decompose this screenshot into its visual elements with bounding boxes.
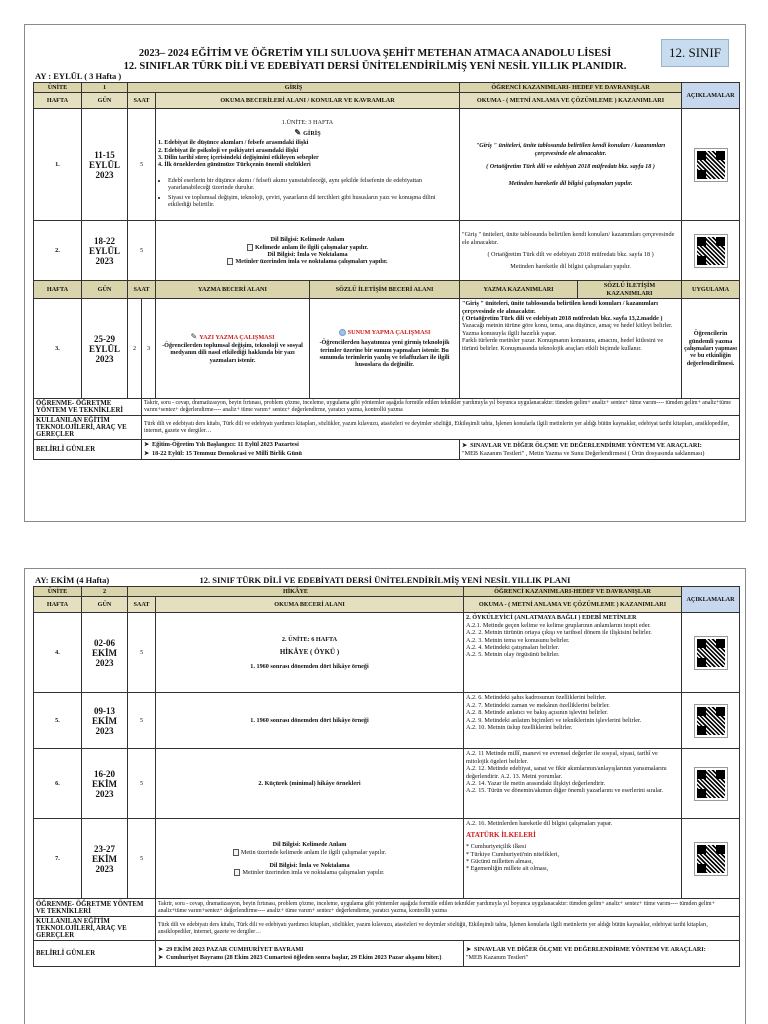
class-badge: 12. SINIF (661, 39, 729, 67)
kazanim-content: A.2. 16. Metinlerden hareketle dil bilgisi çalışmaları yapar. ATATÜRK İLKELERİ * Cumhuriyetçilik ilkesi * Türkiye Cumhuriyeti'nin nitelikleri, * Gücünü milletten alması, * Egemenliğin millete ait olması, (464, 819, 682, 899)
col-uygulama: UYGULAMA (682, 281, 740, 299)
arrow-icon: ➤ (158, 946, 164, 953)
arrow-icon: ➤ (462, 442, 468, 449)
aciklama-cell (682, 613, 740, 693)
table-row (34, 109, 740, 221)
unite-name: HİKÂYE (128, 587, 464, 597)
arac-text: Türk dili ve edebiyatı ders kitabı, Türk dili ve edebiyatı yardımcı kitapları, sözlükler, yazım kılavuzu, atasözleri ve deyimler sözlüğü, Etkileşimli tahta, İşlenen konularla ilgili metinlerin yer aldığı bütün kaynaklar, edebiyat tarihi kitapları, ansiklopediler, internet, gazete ve dergiler… (156, 917, 740, 941)
table-row (34, 749, 740, 819)
globe-icon (339, 329, 346, 336)
document-icon (227, 258, 233, 265)
sinav-cell: ➤ SINAVLAR VE DİĞER ÖLÇME VE DEĞERLENDİRME YÖNTEM VE ARAÇLARI: "MEB Kazanım Testleri" (464, 941, 740, 967)
title-line-1: 2023– 2024 EĞİTİM VE ÖĞRETİM YILI SULUOVA ŞEHİT METEHAN ATMACA ANADOLU LİSESİ (138, 48, 612, 59)
month-label: AY : EYLÜL ( 3 Hafta ) (35, 71, 122, 81)
document-icon (234, 869, 240, 876)
week-number: 5. (34, 693, 82, 749)
week-date: 09-13 EKİM 2023 (82, 693, 128, 749)
week-date: 11-15 EYLÜL 2023 (82, 109, 128, 221)
qr-code-icon[interactable] (695, 768, 727, 800)
yazma-sozlu-kazanim: "Giriş " üniteleri, ünite tablosunda belirtilen kendi konuları / kazanımları çerçevesinde ele alınacaktır. ( Ortaöğretim Türk dili ve edebiyatı 2018 müfredatı bkz. sayfa 13,2.madde ) Yazacağı metnin türüne göre konu, tema, ana düşünce, amaç ve hedef kitleyi belirler. Yazma konusuyla ilgili hazırlık yapar. Farklı türlerde metinler yazar. Konuşmanın konusunu, amacını, hedef kitlesini ve türünü belirler. Konuşmasında teknolojik araçları etkili biçimde kullanır. (460, 299, 682, 399)
page-header (25, 25, 745, 72)
aciklama-cell (682, 221, 740, 281)
kazanim-content: "Giriş " üniteleri, ünite tablosunda belirtilen kendi konuları / kazanımları çerçevesinde ele alınacaktır. ( Ortaöğretim Türk dili ve edebiyatı 2018 müfredatı bkz. sayfa 18 ) Metinden hareketle dil bilgisi çalışmaları yapılır. (460, 109, 682, 221)
kazanim-content: "Giriş " üniteleri, ünite tablosunda belirtilen kendi konuları/ kazanımları çerçevesinde ele alınacaktır. ( Ortaöğretim Türk dili ve edebiyatı 2018 müfredatı bkz. sayfa 18 ) Metinden hareketle dil bilgisi çalışmaları yapılır. (460, 221, 682, 281)
qr-code-icon[interactable] (695, 149, 727, 181)
week-number: 6. (34, 749, 82, 819)
col-okuma-alan: OKUMA BECERİ ALANI (156, 597, 464, 613)
week-number: 4. (34, 613, 82, 693)
yazma-content: ✎ YAZI YAZMA ÇALIŞMASI -Öğrencilerden toplumsal değişim, teknoloji ve sosyal medyanın dili nasıl etkilediği hakkında bir yazı yazmaları istenir. (156, 299, 310, 399)
unite-label: ÜNİTE (34, 587, 82, 597)
unite-label: ÜNİTE (34, 83, 82, 93)
month-label: AY: EKİM (4 Hafta) (35, 575, 110, 585)
qr-code-icon[interactable] (695, 705, 727, 737)
pen-icon: ✎ (190, 332, 198, 342)
okuma-content: 2. ÜNİTE: 6 HAFTA HİKÂYE ( ÖYKÜ ) 1. 1960 sonrası dönemden dört hikâye örneği (156, 613, 464, 693)
col-gun: GÜN (82, 281, 128, 299)
aciklama-header: AÇIKLAMALAR (682, 587, 740, 613)
table-row (34, 613, 740, 693)
aciklama-cell (682, 819, 740, 899)
qr-code-icon[interactable] (695, 843, 727, 875)
page-subtitle: 12. SINIF TÜRK DİLİ VE EDEBİYATI DERSİ ÜNİTELENDİRİLMİŞ YENİ NESİL YILLIK PLANI (199, 575, 571, 585)
week-hours: 5 (128, 221, 156, 281)
yontem-label: ÖĞRENME- ÖĞRETME YÖNTEM VE TEKNİKLERİ (34, 399, 142, 416)
col-sozlu-kazanim: SÖZLÜ İLETİŞİM KAZANIMLARI (578, 281, 682, 299)
unite-name: GİRİŞ (128, 83, 460, 93)
gunler-label: BELİRLİ GÜNLER (34, 440, 142, 460)
qr-code-icon[interactable] (695, 235, 727, 267)
col-yazma-kazanim: YAZMA KAZANIMLARI (460, 281, 578, 299)
okuma-content: 1. 1960 sonrası dönemden dört hikâye örneği (156, 693, 464, 749)
col-saat: SAAT (128, 597, 156, 613)
table-row (34, 221, 740, 281)
col-hafta: HAFTA (34, 93, 82, 109)
col-gun: GÜN (82, 597, 128, 613)
plan-page-eylul (24, 24, 746, 522)
page-title (95, 47, 655, 73)
week-hours-a: 2 (128, 299, 142, 399)
week-number: 2. (34, 221, 82, 281)
unite-number: 1 (82, 83, 128, 93)
document-icon (247, 244, 253, 251)
col-okuma-kazanim: OKUMA - ( METNİ ANLAMA VE ÇÖZÜMLEME ) KAZANIMLARI (464, 597, 682, 613)
aciklama-cell (682, 693, 740, 749)
yontem-text: Takrir, soru - cevap, dramatizasyon, beyin fırtınası, problem çözme, inceleme, uygulama gibi yöntemler aşağıda formüle edilen teknikler yardımıyla yıl boyunca uygulanacaktır: tümden gelim+ analiz+ sentez+ tüme varım---- tümden gelim+ analiz+tüme varım+sentez+ değerlendirme---- analiz+ tüme varım+ sentez+ değerlendirme, yaratıcı yazma, kontrollü yazma (142, 399, 740, 416)
week-number: 3. (34, 299, 82, 399)
col-gun: GÜN (82, 93, 128, 109)
kazanim-header: ÖĞRENCİ KAZANIMLARI-HEDEF VE DAVRANIŞLAR (464, 587, 682, 597)
yontem-text: Takrir, soru - cevap, dramatizasyon, beyin fırtınası, problem çözme, inceleme, uygulama gibi yöntemler aşağıda formüle edilen teknikler yardımıyla yıl boyunca uygulanacaktır: tümden gelim+ analiz+ sentez+ tüme varım---- tümden gelim+ analiz+tüme varım+sentez+ değerlendirme---- analiz+ tüme varım+ sentez+ değerlendirme, yaratıcı yazma, kontrollü yazma (156, 899, 740, 917)
arac-label: KULLANILAN EĞİTİM TEKNOLOJİLERİ, ARAÇ VE GEREÇLER (34, 917, 156, 941)
explanation-bullets: • Edebî eserlerin bir düşünce akımı / felsefi akımı yansıtabileceği, aynı şekilde felsefenin de edebiyattan yararlanabileceği üzerinde durulur. • Siyasi ve toplumsal değişim, teknoloji, çeviri, yazarların dil tercihleri gibi hususların yazı ve konuşma dilini etkilediği belirtilir. (158, 177, 457, 209)
gunler-label: BELİRLİ GÜNLER (34, 941, 156, 967)
col-okuma-alan: OKUMA BECERİLERİ ALANI / KONULAR VE KAVRAMLAR (156, 93, 460, 109)
sozlu-content: SUNUM YAPMA ÇALIŞMASI -Öğrencilerden hayatımıza yeni girmiş teknolojik terimler üzerine bir sunum yapmaları istenir. Bu sunumda terimlerin yazılış ve telaffuzları ile ilgili hususlara da değinilir. (310, 299, 460, 399)
document-icon (233, 849, 239, 856)
giris-heading: ✎ GİRİŞ (294, 127, 321, 137)
week-hours-b: 3 (142, 299, 156, 399)
qr-code-icon[interactable] (695, 637, 727, 669)
col-sozlu-alani: SÖZLÜ İLETİŞİM BECERİ ALANI (310, 281, 460, 299)
gunler-list: ➤ 29 EKİM 2023 PAZAR CUMHURİYET BAYRAMI ➤ Cumhuriyet Bayramı (28 Ekim 2023 Cumartesi öğleden sonra başlar, 29 Ekim 2023 Pazar akşamı biter.) (156, 941, 464, 967)
week-hours: 5 (128, 749, 156, 819)
table-row (34, 819, 740, 899)
unit-title: 1.ÜNİTE: 3 HAFTA (281, 119, 334, 127)
kazanim-content: A.2. 6. Metindeki şahıs kadrosunun özelliklerini belirler. A.2. 7. Metindeki zaman ve mekânın özelliklerini belirler. A.2. 8. Metinde anlatıcı ve bakış açısının işlevini belirler. A.2. 9. Metindeki anlatım biçimleri ve tekniklerinin işlevlerini belirler. A.2. 10. Metnin üslup özelliklerini belirler. (464, 693, 682, 749)
col-hafta: HAFTA (34, 281, 82, 299)
week-date: 23-27 EKİM 2023 (82, 819, 128, 899)
col-okuma-kazanim: OKUMA - ( METNİ ANLAMA VE ÇÖZÜMLEME ) KAZANIMLARI (460, 93, 682, 109)
arrow-icon: ➤ (144, 450, 150, 457)
sinav-cell: ➤ SINAVLAR VE DİĞER ÖLÇME VE DEĞERLENDİRME YÖNTEM VE ARAÇLARI: "MEB Kazanım Testleri" , Metin Yazma ve Sunu Değerlendirmesi ( Ürün dosyasında saklanması) (460, 440, 740, 460)
week-date: 16-20 EKİM 2023 (82, 749, 128, 819)
col-hafta: HAFTA (34, 597, 82, 613)
kazanim-header: ÖĞRENCİ KAZANIMLARI- HEDEF VE DAVRANIŞLAR (460, 83, 682, 93)
col-saat: SAAT (128, 93, 156, 109)
arrow-icon: ➤ (466, 947, 472, 953)
okuma-content: Dil Bilgisi: Kelimede Anlam Metin üzerinde kelimede anlam ile ilgili çalışmalar yapılır. Dil Bilgisi: İmla ve Noktalama Metinler üzerinden imla ve noktalama çalışmaları yapılır. (156, 819, 464, 899)
plan-page-ekim (24, 568, 746, 1024)
arrow-icon: ➤ (144, 442, 150, 449)
yontem-label: ÖĞRENME- ÖĞRETME YÖNTEM VE TEKNİKLERİ (34, 899, 156, 917)
arac-text: Türk dili ve edebiyatı ders kitabı, Türk dili ve edebiyatı yardımcı kitapları, sözlükler, yazım kılavuzu, atasözleri ve deyimler sözlüğü, Etkileşimli tahta, İşlenen konularla ilgili metinlerin yer aldığı bütün kaynaklar, edebiyat tarihi kitapları, ansiklopediler, internet, gazete ve dergiler… (142, 416, 740, 440)
uygulama-content: Öğrencilerin gündemli yazma çalışmaları yapması ve bu etkinliğin değerlendirilmesi. (682, 299, 740, 399)
okuma-content: 2. Küçürek (minimal) hikâye örnekleri (156, 749, 464, 819)
pen-icon: ✎ (294, 127, 302, 137)
topic-list: 1. Edebiyat ile düşünce akımları / felsefe arasındaki ilişki 2. Edebiyat ile psikoloji ve psikiyatri arasındaki ilişki 3. Dilin tarihî süreç içerisindeki değişimini etkileyen sebepler 4. İlk örneklerden günümüze Türkçenin önemli sözlükleri (158, 139, 319, 169)
plan-table-eylul (33, 82, 740, 460)
week-date: 25-29 EYLÜL 2023 (82, 299, 128, 399)
week-hours: 5 (128, 613, 156, 693)
arrow-icon: ➤ (158, 954, 164, 961)
aciklama-cell (682, 749, 740, 819)
okuma-content (156, 109, 460, 221)
week-number: 7. (34, 819, 82, 899)
col-saat: SAAT (128, 281, 156, 299)
title-line-2: 12. SINIFLAR TÜRK DİLİ VE EDEBİYATI DERSİ ÜNİTELENDİRİLMİŞ YENİ NESİL YILLIK PLANIDIR. (123, 61, 627, 72)
plan-table-ekim (33, 586, 740, 967)
arac-label: KULLANILAN EĞİTİM TEKNOLOJİLERİ, ARAÇ VE GEREÇLER (34, 416, 142, 440)
week-hours: 5 (128, 819, 156, 899)
table-row (34, 693, 740, 749)
week-number: 1. (34, 109, 82, 221)
gunler-list: ➤ Eğitim-Öğretim Yılı Başlangıcı: 11 Eylül 2023 Pazartesi ➤ 18-22 Eylül: 15 Temmuz Demokrasi ve Millî Birlik Günü (142, 440, 460, 460)
col-yazma-alani: YAZMA BECERİ ALANI (156, 281, 310, 299)
aciklama-header: AÇIKLAMALAR (682, 83, 740, 109)
week-hours: 5 (128, 693, 156, 749)
table-row (34, 299, 740, 399)
aciklama-cell (682, 109, 740, 221)
okuma-content: Dil Bilgisi: Kelimede Anlam Kelimede anlam ile ilgili çalışmalar yapılır. Dil Bilgisi: İmla ve Noktalama Metinler üzerinden imla ve noktalama çalışmaları yapılır. (156, 221, 460, 281)
kazanim-content: A.2. 11 Metinde millî, manevi ve evrensel değerler ile sosyal, siyasi, tarihî ve mitolojik ögeleri belirler. A.2. 12. Metinde edebiyat, sanat ve fikir akımlarının/anlayışlarının yansımalarını değerlendirir. A.2. 13. Metni yorumlar. A.2. 14. Yazar ile metin arasındaki ilişkiyi değerlendirir. A.2. 15. Türün ve dönemin/akımın diğer önemli yazarlarını ve eserlerini sıralar. (464, 749, 682, 819)
week-hours: 5 (128, 109, 156, 221)
unite-number: 2 (82, 587, 128, 597)
kazanim-content: 2. ÖYKÜLEYİCİ (ANLATMAYA BAĞLI ) EDEBÎ METİNLER A.2.1. Metinde geçen kelime ve kelime gruplarının anlamlarını tespit eder. A.2. 2. Metnin türünün ortaya çıkışı ve tarihsel dönem ile ilişkisini belirler. A.2. 3. Metnin tema ve konusunu belirler. A.2. 4. Metindeki çatışmaları belirler. A.2. 5. Metnin olay örgüsünü belirler. (464, 613, 682, 693)
week-date: 18-22 EYLÜL 2023 (82, 221, 128, 281)
week-date: 02-06 EKİM 2023 (82, 613, 128, 693)
